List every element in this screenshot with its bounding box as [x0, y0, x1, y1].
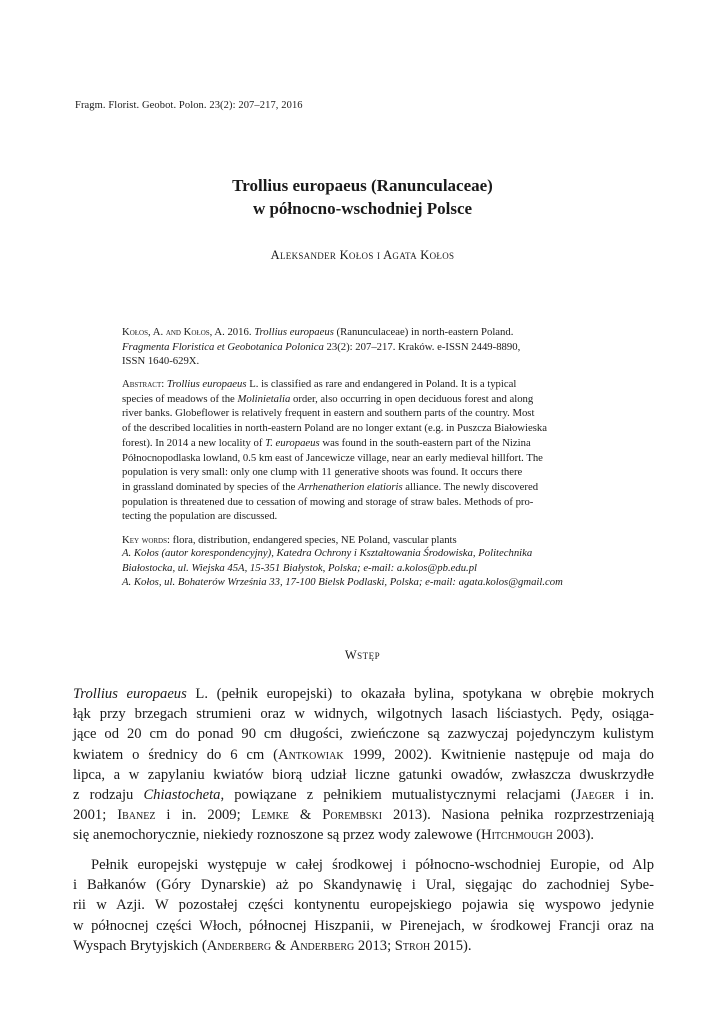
- body-text: 1999, 2002). Kwitnienie następuje od maja do: [352, 746, 654, 763]
- abstract-line: [122, 480, 606, 495]
- body-cited-author: Jaeger: [575, 787, 615, 804]
- body-text: L. (pełnik europejski) to okazała bylina, spotykana w obrębie mokrych: [195, 686, 654, 702]
- keywords-text: flora, distribution, endangered species, NE Poland, vascular plants: [172, 534, 457, 546]
- body-cited-author: Porembski: [322, 807, 383, 824]
- abstract-line: of the described localities in north-eastern Poland are no longer extant (e.g. in Puszcza Białowieska: [122, 422, 547, 435]
- abstract-text: species of meadows of the: [122, 392, 235, 405]
- body-text: i in.: [624, 787, 654, 804]
- body-cited-author: Hitchmough: [481, 827, 553, 844]
- body-cited-author: Anderberg: [289, 937, 355, 954]
- citation-line-3: ISSN 1640-629X.: [122, 355, 200, 368]
- citation-block: [122, 325, 606, 369]
- body-line: [73, 825, 654, 845]
- title-line-2: w północno-wschodniej Polsce: [252, 199, 473, 218]
- abstract-species: Trollius europaeus: [166, 378, 247, 390]
- citation-line-2: [122, 340, 606, 355]
- body-text: Wyspach Brytyjskich (: [73, 937, 207, 954]
- abstract-text: alliance. The newly discovered: [405, 480, 539, 493]
- abstract-label: Abstract:: [122, 378, 165, 390]
- citation-journal: Fragmenta Floristica et Geobotanica Polonica: [122, 340, 324, 353]
- body-cited-author: Ibanez: [117, 807, 156, 824]
- body-line: [73, 745, 654, 765]
- article-title: [0, 174, 725, 220]
- body-line: [73, 684, 654, 704]
- body-line: w północnej części Włoch, północnej Hiszpanii, w Pirenejach, w środkowej Francji oraz na: [73, 917, 654, 934]
- abstract-line: river banks. Globeflower is relatively frequent in eastern and southern parts of the country. Most: [122, 407, 535, 420]
- abstract-taxon: Arrhenatherion elatioris: [298, 480, 403, 493]
- body-line: [73, 805, 654, 825]
- keywords-label: Key words:: [122, 534, 170, 546]
- abstract-text: forest). In 2014 a new locality of: [122, 436, 263, 449]
- affiliation-line: Białostocka, ul. Wiejska 45A, 15-351 Białystok, Polska; e-mail: a.kolos@pb.edu.pl: [122, 561, 478, 574]
- body-genus: Chiastocheta: [143, 787, 221, 804]
- body-line: i Bałkanów (Góry Dynarskie) aż po Skandynawię i Ural, sięgając do zachodniej Sybe-: [73, 877, 654, 894]
- citation-rest-2: 23(2): 207–217. Kraków. e-ISSN 2449-8890,: [326, 340, 521, 353]
- abstract-line: population is threatened due to cessation of mowing and storage of straw bales. Methods of pro-: [122, 495, 534, 508]
- abstract-taxon: Molinietalia: [237, 392, 291, 405]
- body-cited-author: Stroh: [394, 937, 431, 954]
- citation-species: Trollius europaeus: [254, 326, 334, 338]
- section-heading: Wstęp: [344, 648, 381, 662]
- body-text: &: [274, 937, 287, 954]
- body-text: , powiązane z pełnikiem mutualistycznymi relacjami (: [220, 787, 576, 804]
- paragraph-2: [73, 855, 654, 956]
- body-cited-author: Lemke: [251, 807, 289, 824]
- abstract-species: T. europaeus: [265, 436, 320, 449]
- abstract-line: Północnopodlaska lowland, 0.5 km east of Jancewicze village, near an early medieval hillfort. The: [122, 451, 543, 464]
- body-line: jące od 20 cm do ponad 90 cm długości, zwieńczone są zazwyczaj pojedynczym kulistym: [73, 726, 654, 743]
- body-line: lipca, a w zapylaniu kwiatów biorą udział liczne gatunki owadów, zwłaszcza dwuskrzydłe: [73, 766, 654, 783]
- abstract-text: in grassland dominated by species of the: [122, 480, 296, 493]
- body-cited-author: Antkowiak: [278, 746, 344, 763]
- citation-line-1: [122, 325, 606, 340]
- body-text: 2015).: [433, 937, 472, 954]
- abstract-line: [122, 377, 606, 392]
- body-text: 2003).: [556, 827, 595, 844]
- abstract-line: tecting the population are discussed.: [122, 510, 278, 523]
- body-text: i in. 2009;: [166, 807, 241, 824]
- abstract-text: was found in the south-eastern part of the Nizina: [322, 436, 531, 449]
- body-text: 2013). Nasiona pełnika rozprzestrzeniają: [393, 807, 655, 824]
- body-cited-author: Anderberg: [206, 937, 272, 954]
- abstract-line: [122, 392, 606, 407]
- affiliations: [122, 546, 606, 590]
- body-species: Trollius europaeus: [73, 686, 187, 702]
- body-text: 2001;: [73, 807, 107, 824]
- journal-citation: Fragm. Florist. Geobot. Polon. 23(2): 207–217, 2016: [75, 100, 303, 111]
- body-line: rii w Azji. W pozostałej części kontynentu europejskiego pojawia się wyspowo jedynie: [73, 897, 654, 914]
- affiliation-line: A. Kołos, ul. Bohaterów Września 33, 17-100 Bielsk Podlaski, Polska; e-mail: agata.kolos@gmail.com: [122, 576, 563, 589]
- body-line: [73, 785, 654, 805]
- title-line-1: Trollius europaeus (Ranunculaceae): [232, 176, 493, 195]
- body-line: Pełnik europejski występuje w całej środkowej i północno-wschodniej Europie, od Alp: [91, 857, 654, 873]
- abstract-text: order, also occurring in open deciduous forest and along: [292, 392, 534, 405]
- authors: Aleksander Kołos i Agata Kołos: [270, 248, 455, 262]
- body-text: z rodzaju: [73, 787, 134, 804]
- body-text: kwiatem o średnicy do 6 cm (: [73, 746, 279, 763]
- body-text: 2013;: [357, 937, 392, 954]
- body-line: [73, 936, 654, 956]
- abstract: [122, 377, 606, 524]
- abstract-line: population is very small: only one clump with 11 generative shoots was found. It occurs there: [122, 466, 523, 479]
- body-text: &: [299, 807, 312, 824]
- affiliation-line: A. Kołos (autor korespondencyjny), Katedra Ochrony i Kształtowania Środowiska, Politechnika: [122, 547, 533, 559]
- abstract-text: L. is classified as rare and endangered in Poland. It is a typical: [249, 378, 517, 390]
- citation-authors: Kołos, A. and Kołos, A. 2016.: [122, 326, 252, 338]
- body-text: się anemochorycznie, niekiedy roznoszone są przez wody zalewowe (: [73, 827, 482, 844]
- paragraph-1: [73, 684, 654, 846]
- abstract-line: [122, 436, 606, 451]
- citation-rest-1: (Ranunculaceae) in north-eastern Poland.: [336, 326, 514, 338]
- body-line: łąk przy brzegach strumieni oraz w widnych, wilgotnych lasach liściastych. Pędy, osiąga-: [73, 706, 654, 723]
